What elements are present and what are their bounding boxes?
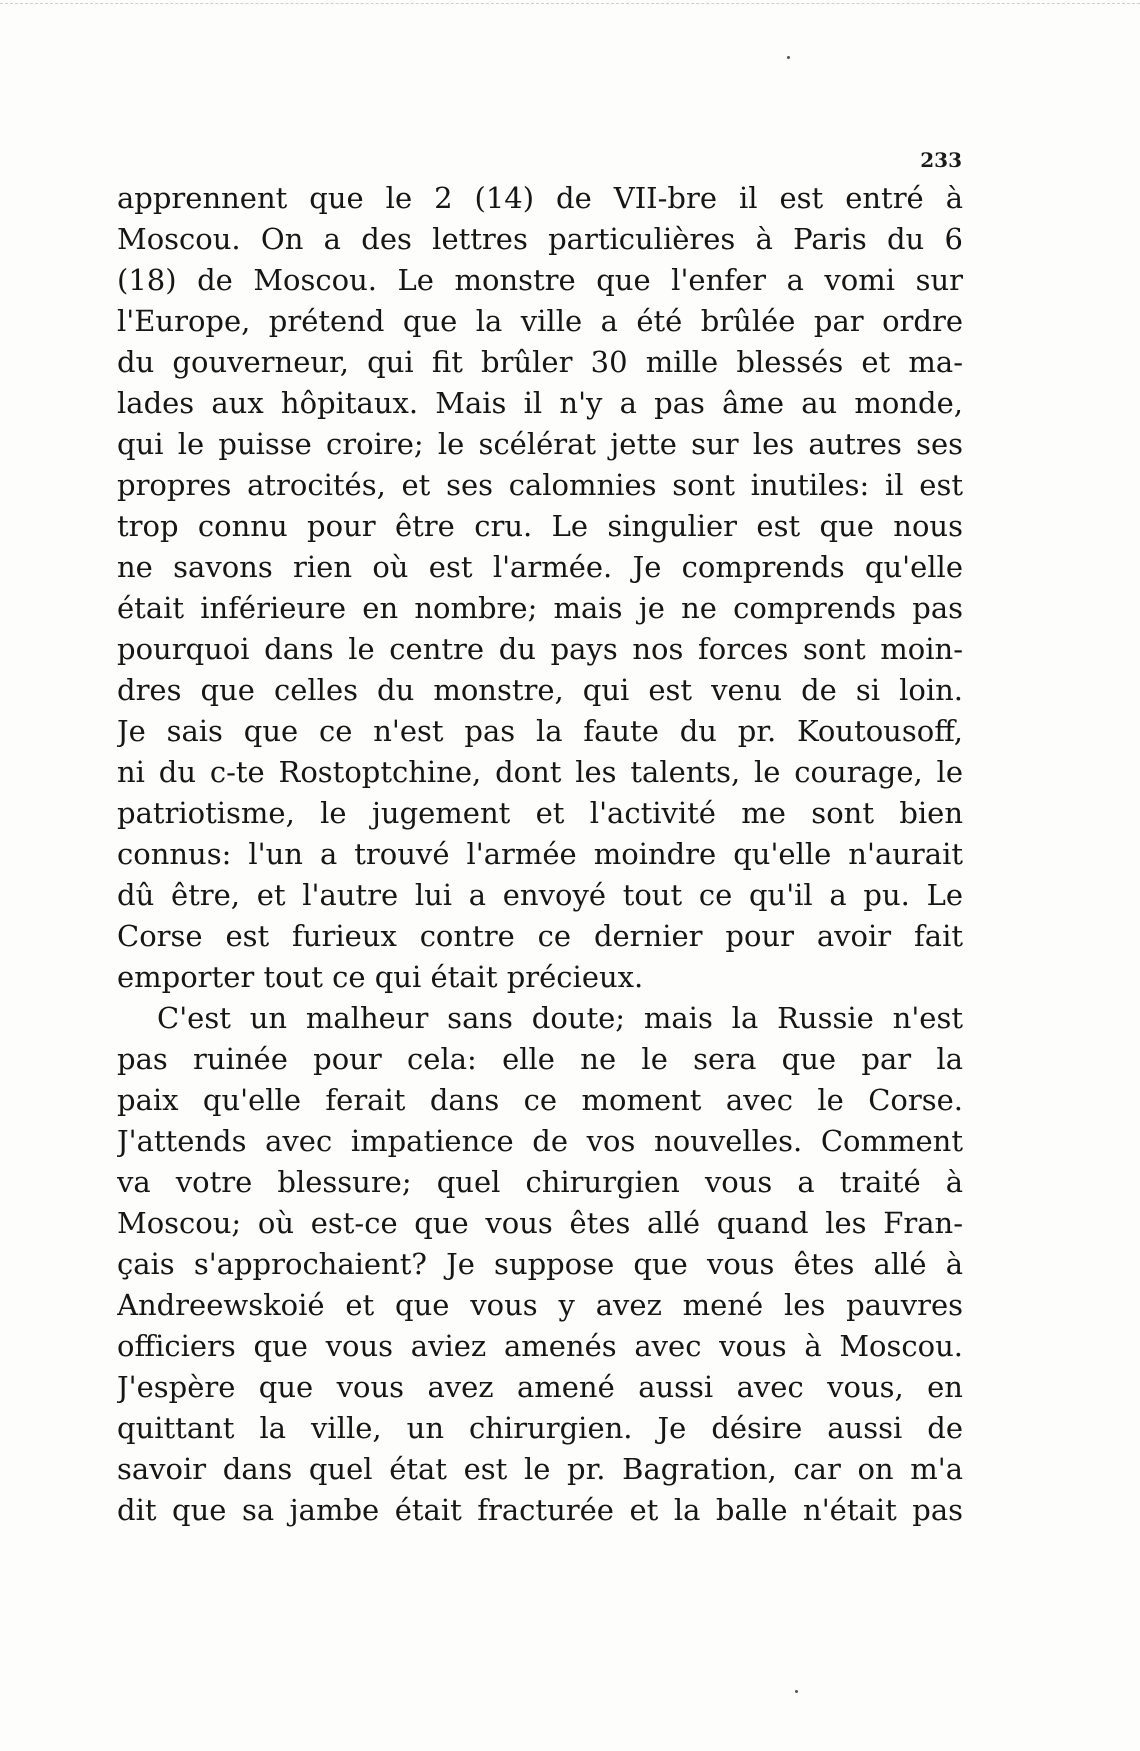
text-line: C'est un malheur sans doute; mais la Russie n'est	[157, 1001, 963, 1035]
text-line: trop connu pour être cru. Le singulier est que nous	[117, 509, 963, 543]
text-line: paix qu'elle ferait dans ce moment avec le Corse.	[117, 1083, 963, 1117]
text-line: dres que celles du monstre, qui est venu de si loin.	[117, 673, 963, 707]
text-line: J'espère que vous avez amené aussi avec vous, en	[117, 1370, 963, 1404]
text-line: Corse est furieux contre ce dernier pour avoir fait	[117, 919, 963, 953]
text-line: ni du c-te Rostoptchine, dont les talents, le courage, le	[117, 755, 963, 789]
text-line: ne savons rien où est l'armée. Je comprends qu'elle	[117, 550, 963, 584]
text-line: emporter tout ce qui était précieux.	[117, 960, 644, 994]
print-speck	[795, 1690, 798, 1693]
text-line: Moscou; où est-ce que vous êtes allé quand les Fran-	[117, 1206, 963, 1240]
text-line: était inférieure en nombre; mais je ne comprends pas	[117, 591, 963, 625]
text-line: officiers que vous aviez amenés avec vous à Moscou.	[117, 1329, 963, 1363]
text-line: (18) de Moscou. Le monstre que l'enfer a vomi sur	[117, 263, 963, 297]
text-line: va votre blessure; quel chirurgien vous a traité à	[117, 1165, 963, 1199]
text-line: patriotisme, le jugement et l'activité me sont bien	[117, 796, 963, 830]
body-text	[117, 178, 963, 1531]
text-line: lades aux hôpitaux. Mais il n'y a pas âme au monde,	[117, 386, 963, 420]
text-line: Moscou. On a des lettres particulières à Paris du 6	[117, 222, 963, 256]
text-line: çais s'approchaient? Je suppose que vous êtes allé à	[117, 1247, 963, 1281]
print-speck	[787, 56, 790, 59]
text-line: dû être, et l'autre lui a envoyé tout ce qu'il a pu. Le	[117, 878, 963, 912]
text-line: du gouverneur, qui fit brûler 30 mille blessés et ma-	[117, 345, 963, 379]
text-line: Je sais que ce n'est pas la faute du pr. Koutousoff,	[117, 714, 963, 748]
page-number: 233	[920, 148, 962, 172]
text-line: qui le puisse croire; le scélérat jette sur les autres ses	[117, 427, 963, 461]
text-line: pas ruinée pour cela: elle ne le sera que par la	[117, 1042, 963, 1076]
text-line: quittant la ville, un chirurgien. Je désire aussi de	[117, 1411, 963, 1445]
text-line: connus: l'un a trouvé l'armée moindre qu'elle n'aurait	[117, 837, 963, 871]
text-line: savoir dans quel état est le pr. Bagration, car on m'a	[117, 1452, 963, 1486]
text-line: l'Europe, prétend que la ville a été brûlée par ordre	[117, 304, 963, 338]
text-line: J'attends avec impatience de vos nouvelles. Comment	[117, 1124, 963, 1158]
text-line: dit que sa jambe était fracturée et la balle n'était pas	[117, 1493, 963, 1527]
text-line: apprennent que le 2 (14) de VII-bre il est entré à	[117, 181, 963, 215]
text-line: pourquoi dans le centre du pays nos forces sont moin-	[117, 632, 963, 666]
text-line: propres atrocités, et ses calomnies sont inutiles: il est	[117, 468, 963, 502]
text-line: Andreewskoié et que vous y avez mené les pauvres	[117, 1288, 963, 1322]
top-edge-rule	[0, 3, 1140, 4]
